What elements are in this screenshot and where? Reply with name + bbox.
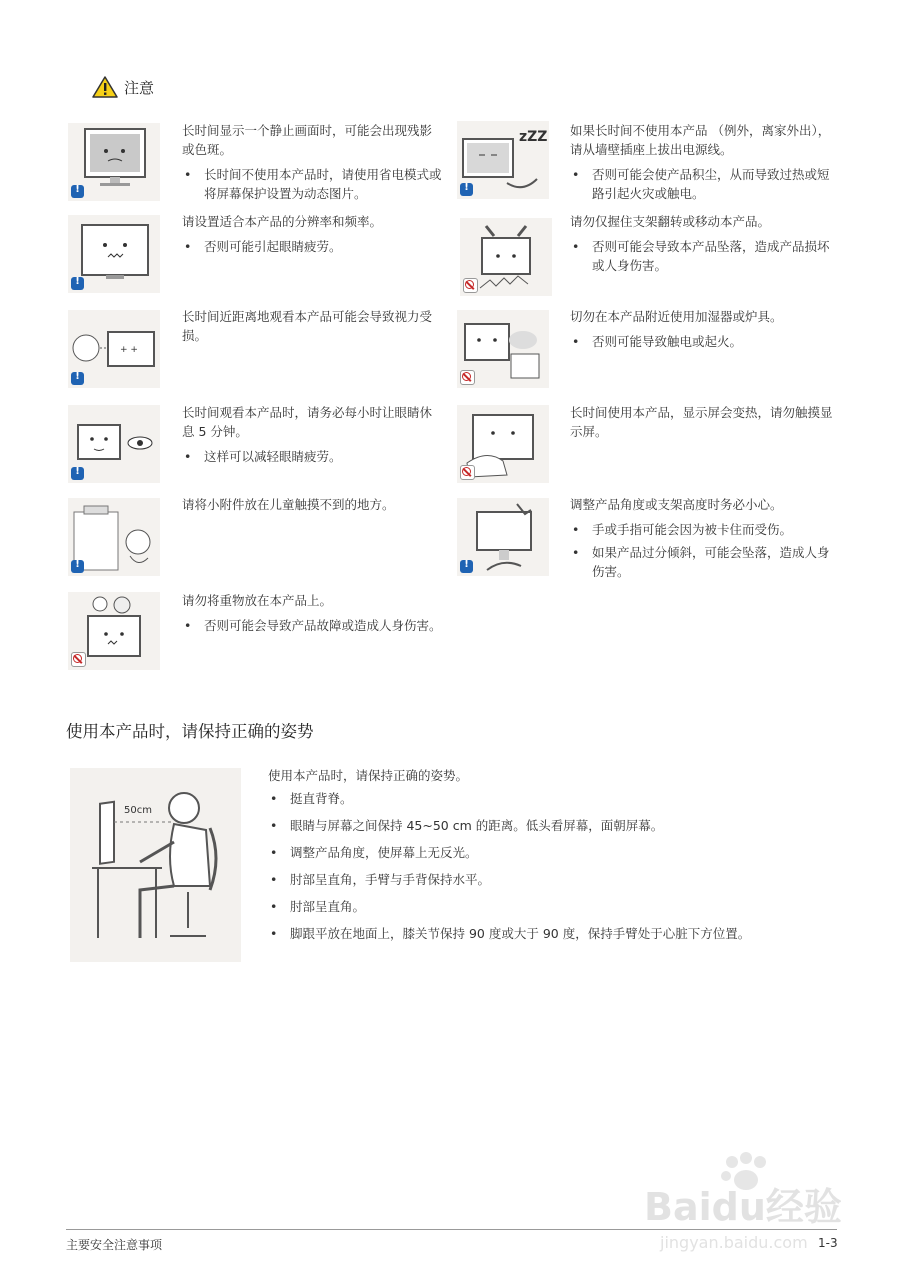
caution-bullet: • 否则可能导致触电或起火。 xyxy=(570,332,835,351)
svg-text:zZZ: zZZ xyxy=(519,129,548,145)
illustration-monitor-tired xyxy=(68,215,160,293)
caution-text: 请将小附件放在儿童触摸不到的地方。 xyxy=(182,497,395,512)
illustration-humidifier xyxy=(457,310,549,388)
posture-bullet: • 肘部呈直角，手臂与手背保持水平。 xyxy=(268,868,828,891)
caution-text: 长时间近距离地观看本产品可能会导致视力受损。 xyxy=(182,309,433,343)
caution-text: 如果长时间不使用本产品 （例外，离家外出），请从墙壁插座上拔出电源线。 xyxy=(570,123,831,157)
prohibited-badge-icon xyxy=(463,278,478,293)
illustration-child-reach xyxy=(68,498,160,576)
caution-text: 长时间显示一个静止画面时，可能会出现残影或色斑。 xyxy=(182,123,433,157)
caution-text: 长时间使用本产品，显示屏会变热，请勿触摸显示屏。 xyxy=(570,405,833,439)
info-badge-icon xyxy=(71,560,84,573)
caution-header xyxy=(92,76,154,98)
illustration-correct-posture xyxy=(70,768,241,962)
posture-heading: 使用本产品时，请保持正确的姿势 xyxy=(66,722,314,741)
posture-bullet: • 脚跟平放在地面上，膝关节保持 90 度或大于 90 度，保持手臂处于心脏下方位置。 xyxy=(268,922,828,945)
svg-text:+ +: + + xyxy=(120,345,138,355)
caution-text: 切勿在本产品附近使用加湿器或炉具。 xyxy=(570,309,783,324)
footer-divider xyxy=(66,1229,837,1230)
posture-bullet: • 肘部呈直角。 xyxy=(268,895,828,918)
warning-triangle-icon xyxy=(92,76,118,98)
posture-bullet: • 调整产品角度，使屏幕上无反光。 xyxy=(268,841,828,864)
page-number: 1-3 xyxy=(818,1236,838,1250)
info-badge-icon xyxy=(71,277,84,290)
illustration-heavy-objects xyxy=(68,592,160,670)
illustration-stand-tipping xyxy=(460,218,552,296)
caution-bullet: • 长时间不使用本产品时，请使用省电模式或将屏幕保护设置为动态图片。 xyxy=(182,165,444,203)
illustration-close-viewing xyxy=(68,310,160,388)
prohibited-badge-icon xyxy=(460,465,475,480)
caution-bullet: • 手或手指可能会因为被卡住而受伤。 xyxy=(570,520,835,539)
info-badge-icon xyxy=(71,372,84,385)
illustration-monitor-burn-in xyxy=(68,123,160,201)
caution-text: 请勿仅握住支架翻转或移动本产品。 xyxy=(570,214,771,229)
watermark-brand: Baidu经验 xyxy=(644,1185,842,1229)
prohibited-badge-icon xyxy=(460,370,475,385)
distance-label: 50cm xyxy=(124,805,152,816)
illustration-sleeping-monitor xyxy=(457,121,549,199)
info-badge-icon xyxy=(460,183,473,196)
prohibited-badge-icon xyxy=(71,652,86,667)
caution-bullet: • 否则可能会导致产品故障或造成人身伤害。 xyxy=(182,616,444,635)
illustration-adjust-stand xyxy=(457,498,549,576)
caution-text: 调整产品角度或支架高度时务必小心。 xyxy=(570,497,783,512)
illustration-eye-rest xyxy=(68,405,160,483)
posture-intro: 使用本产品时，请保持正确的姿势。 xyxy=(268,768,469,783)
caution-bullet: • 否则可能引起眼睛疲劳。 xyxy=(182,237,444,256)
caution-text: 请勿将重物放在本产品上。 xyxy=(182,593,333,608)
caution-title: 注意 xyxy=(124,78,155,97)
caution-bullet: • 这样可以减轻眼睛疲劳。 xyxy=(182,447,444,466)
posture-bullet: • 眼睛与屏幕之间保持 45~50 cm 的距离。低头看屏幕，面朝屏幕。 xyxy=(268,814,828,837)
posture-list xyxy=(268,764,828,949)
footer-section-title: 主要安全注意事项 xyxy=(66,1238,163,1252)
info-badge-icon xyxy=(71,467,84,480)
caution-text: 请设置适合本产品的分辨率和频率。 xyxy=(182,214,383,229)
caution-bullet: • 如果产品过分倾斜，可能会坠落，造成人身伤害。 xyxy=(570,543,835,581)
watermark-url: jingyan.baidu.com xyxy=(660,1233,808,1252)
info-badge-icon xyxy=(460,560,473,573)
caution-bullet: • 否则可能会导致本产品坠落，造成产品损坏或人身伤害。 xyxy=(570,237,835,275)
caution-text: 长时间观看本产品时，请务必每小时让眼睛休息 5 分钟。 xyxy=(182,405,433,439)
caution-bullet: • 否则可能会使产品积尘，从而导致过热或短路引起火灾或触电。 xyxy=(570,165,835,203)
info-badge-icon xyxy=(71,185,84,198)
illustration-touching-screen xyxy=(457,405,549,483)
posture-bullet: • 挺直背脊。 xyxy=(268,787,828,810)
